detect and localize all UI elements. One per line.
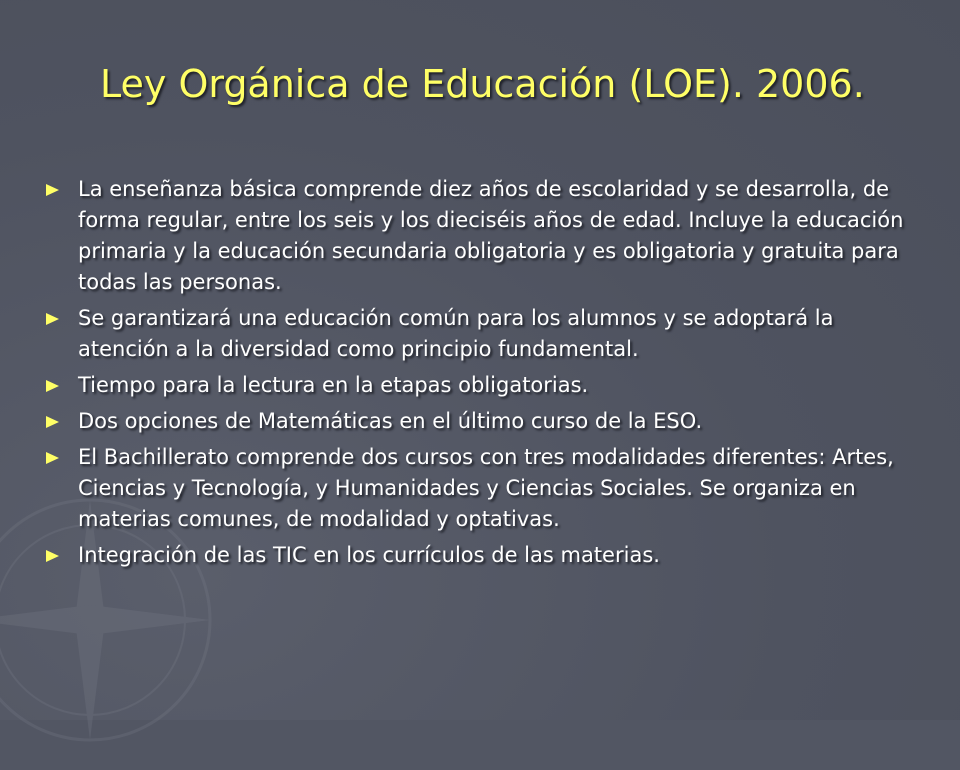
triangle-bullet-icon: [46, 550, 59, 562]
bullet-item: [40, 442, 930, 535]
triangle-bullet-icon: [46, 184, 59, 196]
triangle-bullet-icon: [46, 452, 59, 464]
triangle-bullet-icon: [46, 416, 59, 428]
bullet-item: [40, 406, 930, 437]
bullet-text: Dos opciones de Matemáticas en el último curso de la ESO.: [78, 409, 703, 433]
bullet-text: Tiempo para la lectura en la etapas obligatorias.: [78, 373, 589, 397]
bullet-list: [40, 174, 930, 576]
bullet-item: [40, 370, 930, 401]
triangle-bullet-icon: [46, 380, 59, 392]
slide-title: Ley Orgánica de Educación (LOE). 2006.: [100, 62, 865, 106]
bullet-text: Se garantizará una educación común para los alumnos y se adoptará la atención a la diversidad como principio fundamental.: [78, 306, 834, 361]
bullet-text: La enseñanza básica comprende diez años de escolaridad y se desarrolla, de forma regular, entre los seis y los dieciséis años de edad. Incluye la educación primaria y la educación secundaria obligatoria y es obligatoria y gratuita para todas las personas.: [78, 177, 904, 294]
bullet-item: [40, 174, 930, 298]
bullet-item: [40, 540, 930, 571]
bullet-item: [40, 303, 930, 365]
bullet-text: El Bachillerato comprende dos cursos con tres modalidades diferentes: Artes, Ciencias y Tecnología, y Humanidades y Ciencias Sociales. Se organiza en materias comunes, de modalidad y optativas.: [78, 445, 894, 531]
triangle-bullet-icon: [46, 313, 59, 325]
bullet-text: Integración de las TIC en los currículos de las materias.: [78, 543, 660, 567]
